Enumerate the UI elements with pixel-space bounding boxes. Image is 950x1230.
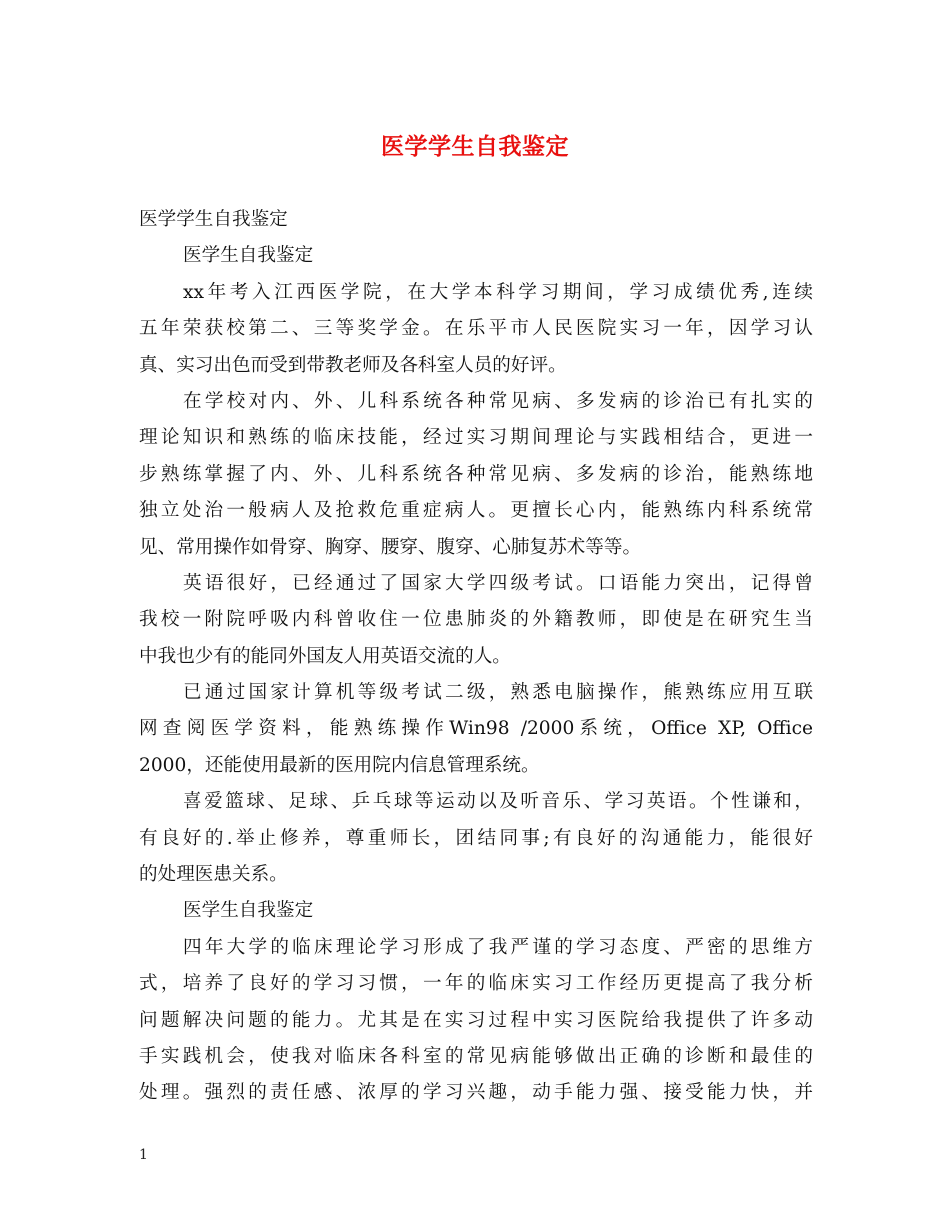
- text-line: 已通过国家计算机等级考试二级，熟悉电脑操作，熊熟练应用互联: [183, 682, 813, 704]
- text-line: 理论知识和熟练的临床技能，经过实习期间理论与实践相结合，更进一: [139, 427, 813, 449]
- text-line: 步熟练掌握了内、外、儿科系统各种常见病、多发病的诊治，能熟练地: [139, 463, 813, 485]
- text-line: xx年考入江西医学院，在大学本科学习期间，学习成绩优秀,连续: [183, 281, 813, 303]
- document-title: 医学学生自我鉴定: [381, 133, 569, 160]
- text-line: 处理。强烈的责任感、浓厚的学习兴趣，动手能力强、接受能力快，并: [139, 1082, 813, 1104]
- text-line: 四年大学的临床理论学习形成了我严谨的学习态度、严密的思维方: [183, 936, 813, 958]
- text-line: 见、常用操作如骨穿、胸穿、腰穿、腹穿、心肺复苏术等等。: [139, 536, 642, 558]
- text-line: 我校一附院呼吸内科曾收住一位患肺炎的外籍教师，即使是在研究生当: [139, 609, 813, 631]
- text-line: 有良好的.举止修养，尊重师长，团结同事;有良好的沟通能力，能很好: [139, 827, 813, 849]
- text-line: 2000，还能使用最新的医用院内信息管理系统。: [139, 754, 540, 776]
- text-line: 网查阅医学资料，能熟练操作Win98 /2000系统，Office XP, Office: [139, 718, 813, 740]
- document-body: [139, 202, 813, 1112]
- text-line: 式，培养了良好的学习习惯，一年的临床实习工作经历更提高了我分析: [139, 973, 813, 995]
- text-line: 独立处治一般病人及抢救危重症病人。更擅长心内，能熟练内科系统常: [139, 500, 813, 522]
- text-line: 中我也少有的能同外国友人用英语交流的人。: [139, 645, 511, 667]
- text-line: 医学学生自我鉴定: [139, 209, 288, 230]
- text-line: 英语很好，已经通过了国家大学四级考试。口语能力突出，记得曾: [183, 572, 813, 594]
- text-line: 在学校对内、外、儿科系统各种常见病、多发病的诊治已有扎实的: [183, 390, 813, 412]
- text-line: 手实践机会，使我对临床各科室的常见病能够做出正确的诊断和最佳的: [139, 1045, 813, 1067]
- text-line: 问题解决问题的能力。尤其是在实习过程中实习医院给我提供了许多动: [139, 1009, 813, 1031]
- text-line: 喜爱篮球、足球、乒乓球等运动以及听音乐、学习英语。个性谦和，: [183, 791, 813, 813]
- text-line: 医学生自我鉴定: [183, 245, 314, 267]
- text-line: 的处理医患关系。: [139, 864, 288, 886]
- text-line: 医学生自我鉴定: [183, 900, 314, 922]
- page-number: 1: [139, 1147, 148, 1163]
- text-line: 五年荣获校第二、三等奖学金。在乐平市人民医院实习一年，因学习认: [139, 318, 813, 340]
- text-line: 真、实习出色而受到带教老师及各科室人员的好评。: [139, 354, 567, 376]
